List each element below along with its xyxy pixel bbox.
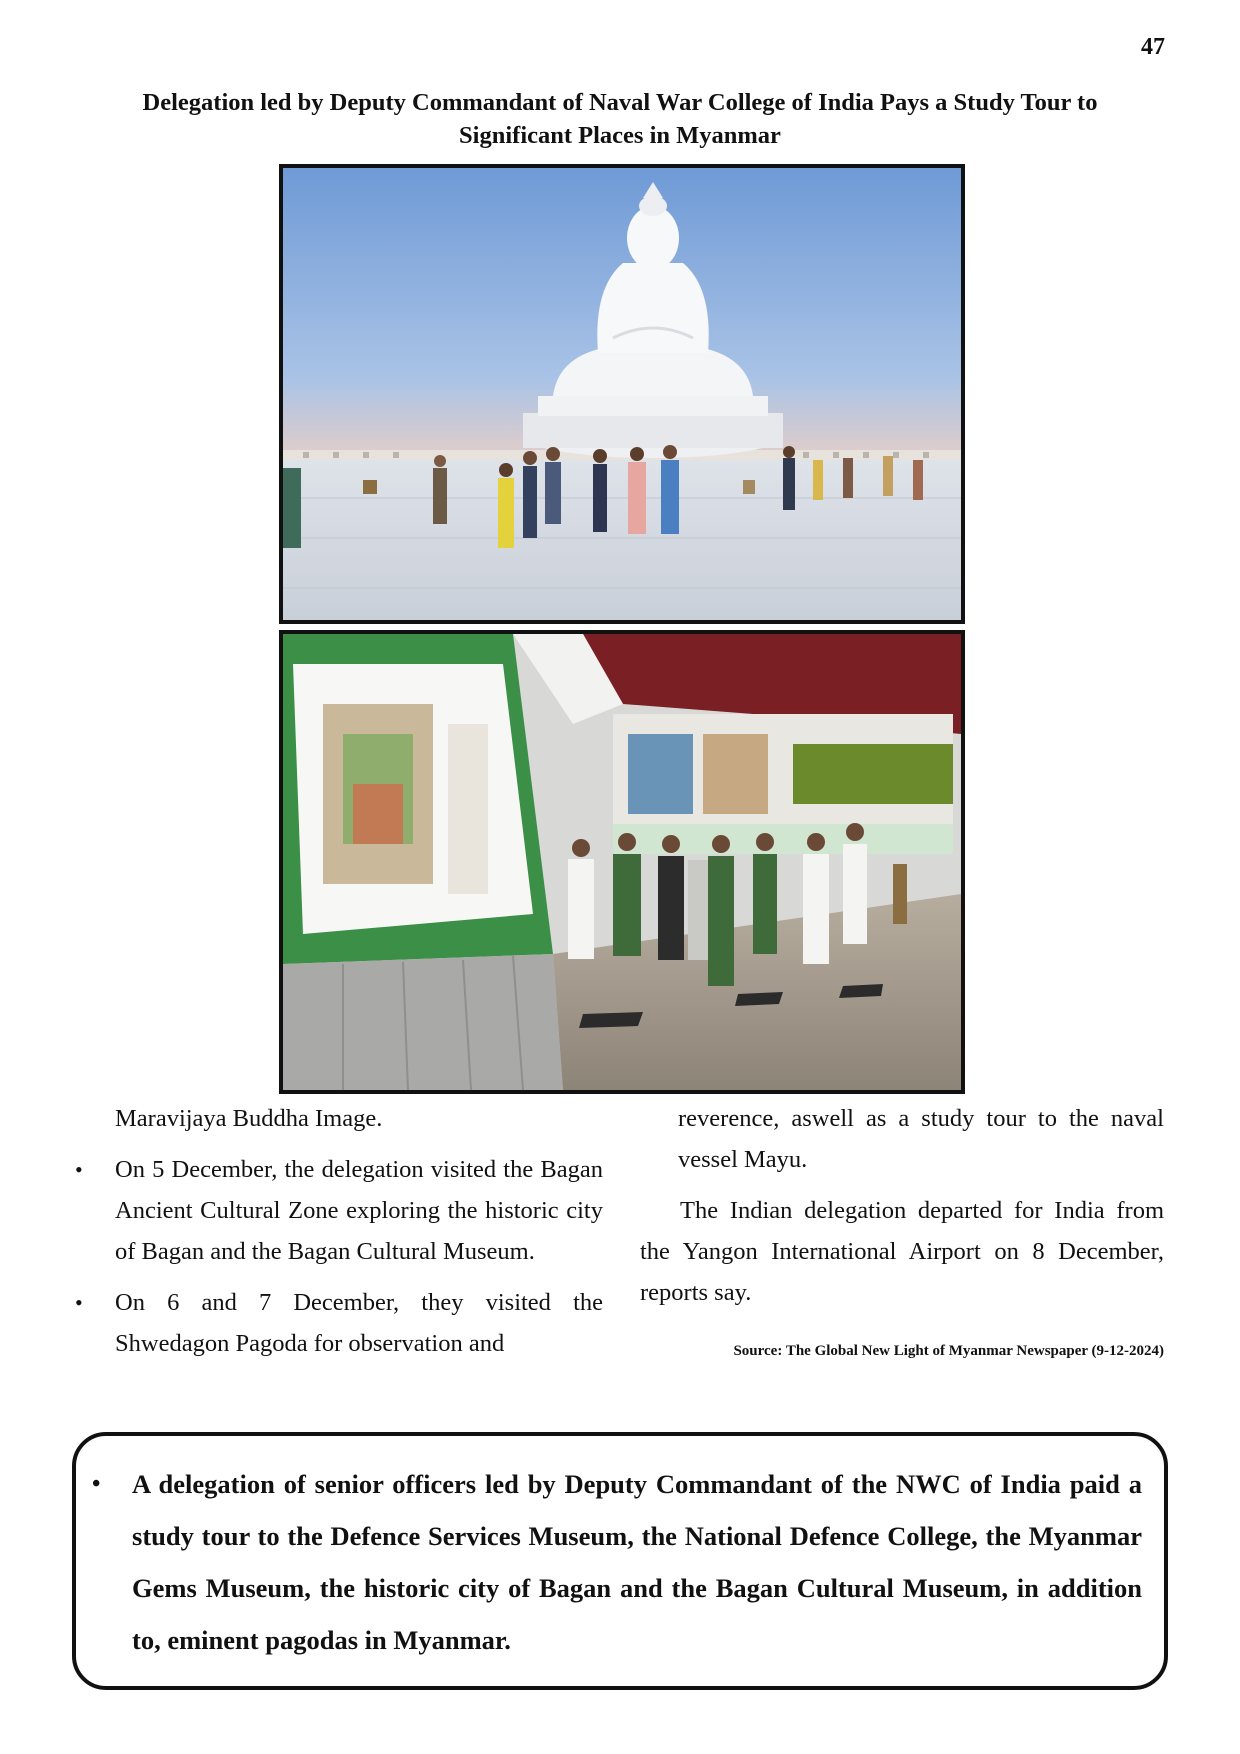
- right-continuation-text: reverence, aswell as a study tour to the naval vessel Mayu.: [678, 1105, 1164, 1173]
- summary-box: [72, 1432, 1168, 1690]
- article-title: [110, 86, 1130, 152]
- museum-visit-illustration: [283, 634, 961, 1090]
- bullet-item-5-december: • On 5 December, the delegation visited the Bagan Ancient Cultural Zone exploring the historic city of Bagan and the Bagan Cultural Museum.: [75, 1149, 603, 1272]
- departure-paragraph: The Indian delegation departed for India from the Yangon International Airport on 8 December, reports say.: [640, 1197, 1164, 1306]
- bullet-icon: •: [92, 1471, 101, 1497]
- left-continuation-text: Maravijaya Buddha Image.: [115, 1105, 383, 1132]
- article-title-line-1: Delegation led by Deputy Commandant of Naval War College of India Pays a Study Tour to: [142, 89, 1098, 116]
- page-number: 47: [1141, 34, 1165, 60]
- museum-visit-photo: [279, 630, 965, 1094]
- right-column: [640, 1098, 1164, 1361]
- buddha-statue-photo: [279, 164, 965, 624]
- article-title-line-2: Significant Places in Myanmar: [459, 122, 781, 149]
- source-citation: Source: The Global New Light of Myanmar Newspaper (9-12-2024): [733, 1343, 1164, 1359]
- buddha-statue-illustration: [283, 168, 961, 620]
- left-column: [75, 1098, 603, 1364]
- summary-text: [92, 1458, 1142, 1666]
- bullet-item-6-7-december: • On 6 and 7 December, they visited the Shwedagon Pagoda for observation and: [75, 1282, 603, 1364]
- summary-text-content: A delegation of senior officers led by Deputy Commandant of the NWC of India paid a study tour to the Defence Services Museum, the National Defence College, the Myanmar Gems Museum, the historic city of Bagan and the Bagan Cultural Museum, in addition to, eminent pagodas in Myanmar.: [132, 1469, 1142, 1655]
